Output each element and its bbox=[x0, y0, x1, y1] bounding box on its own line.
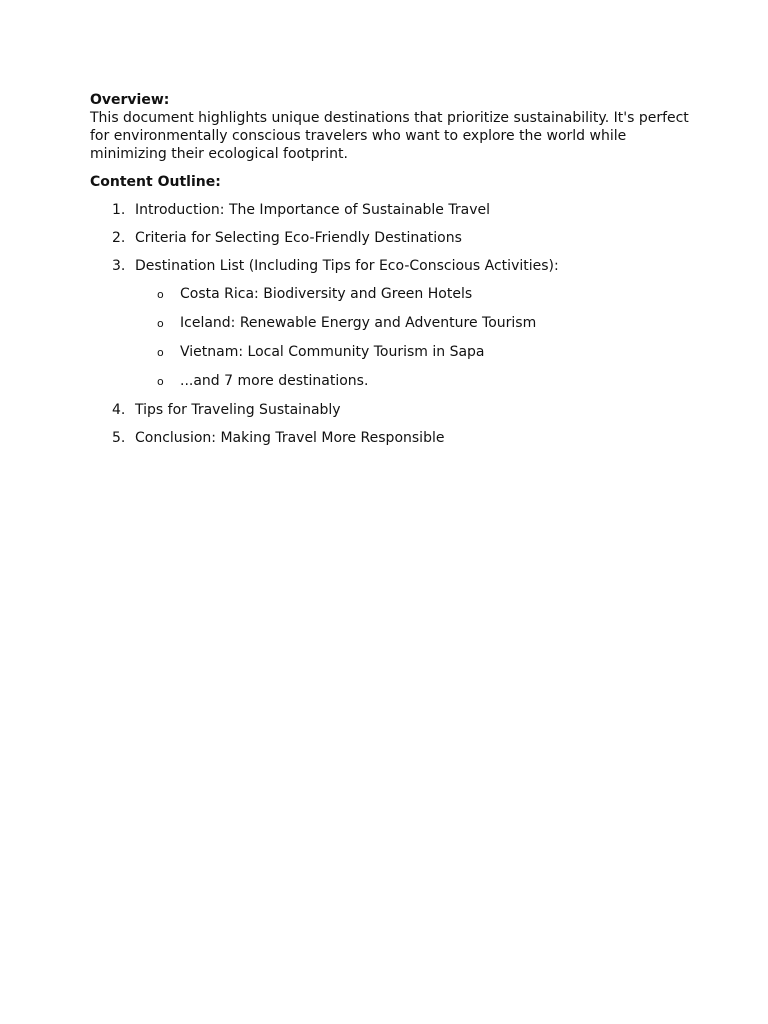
destination-text: Costa Rica: Biodiversity and Green Hotels bbox=[180, 286, 473, 302]
outline-item-3 bbox=[90, 257, 690, 390]
outline-item-1 bbox=[90, 201, 690, 219]
destination-item bbox=[135, 285, 690, 303]
outline-item-number: 4. bbox=[112, 402, 126, 418]
destination-item bbox=[135, 314, 690, 332]
outline-item-number: 5. bbox=[112, 430, 126, 446]
overview-heading: Overview: bbox=[90, 92, 170, 108]
destination-item bbox=[135, 343, 690, 361]
content-outline-heading: Content Outline: bbox=[90, 174, 221, 190]
outline-item-text: Destination List (Including Tips for Eco-Conscious Activities): bbox=[135, 258, 559, 274]
outline-item-number: 3. bbox=[112, 258, 126, 274]
outline-item-text: Criteria for Selecting Eco-Friendly Destinations bbox=[135, 230, 462, 246]
outline-item-5 bbox=[90, 429, 690, 447]
destination-text: Vietnam: Local Community Tourism in Sapa bbox=[180, 344, 485, 360]
destination-text: Iceland: Renewable Energy and Adventure Tourism bbox=[180, 315, 537, 331]
outline-item-number: 1. bbox=[112, 202, 126, 218]
overview-text: This document highlights unique destinations that prioritize sustainability. It's perfect for environmentally conscious travelers who want to explore the world while minimizing their ecological footprint. bbox=[90, 110, 689, 162]
outline-item-4 bbox=[90, 401, 690, 419]
outline-item-text: Conclusion: Making Travel More Responsible bbox=[135, 430, 445, 446]
bullet-icon: o bbox=[157, 288, 164, 301]
outline-item-text: Introduction: The Importance of Sustainable Travel bbox=[135, 202, 490, 218]
destination-sublist bbox=[135, 285, 690, 390]
bullet-icon: o bbox=[157, 346, 164, 359]
outline-item-text: Tips for Traveling Sustainably bbox=[135, 402, 341, 418]
outline-item-2 bbox=[90, 229, 690, 247]
outline-item-number: 2. bbox=[112, 230, 126, 246]
bullet-icon: o bbox=[157, 375, 164, 388]
document-page bbox=[90, 91, 690, 457]
bullet-icon: o bbox=[157, 317, 164, 330]
destination-item bbox=[135, 372, 690, 390]
destination-text: ...and 7 more destinations. bbox=[180, 373, 369, 389]
content-outline-list bbox=[90, 201, 690, 447]
